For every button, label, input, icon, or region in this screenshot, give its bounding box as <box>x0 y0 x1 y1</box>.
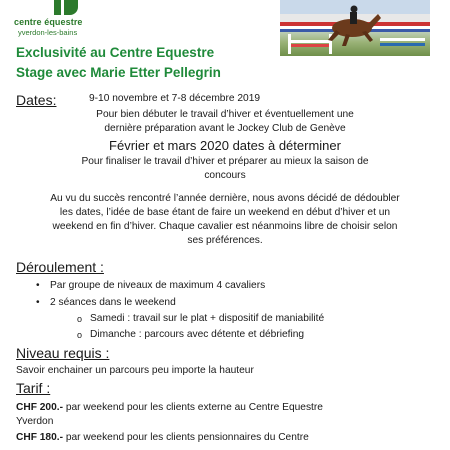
page-subtitle: Stage avec Marie Etter Pellegrin <box>16 65 221 80</box>
tarif-line-1 <box>16 401 323 415</box>
tarif-line-2 <box>16 431 309 445</box>
tarif-desc-2: par weekend pour les clients pensionnaires du Centre <box>63 432 309 443</box>
logo-subtitle: yverdon-les-bains <box>18 28 78 37</box>
intro-line-4: ses préférences. <box>187 235 263 246</box>
deroulement-heading: Déroulement : <box>16 259 104 275</box>
dates-second: Février et mars 2020 dates à déterminer <box>109 138 341 153</box>
tarif-price-2: CHF 180.- <box>16 432 63 443</box>
dates-second-desc-1: Pour finaliser le travail d’hiver et préparer au mieux la saison de <box>81 156 369 167</box>
intro-line-1: Au vu du succès rencontré l’année dernière, nous avons décidé de dédoubler <box>50 193 400 204</box>
page-title: Exclusivité au Centre Equestre <box>16 45 215 60</box>
logo <box>14 0 134 42</box>
dates-heading: Dates: <box>16 92 57 108</box>
dates-second-desc-2: concours <box>204 170 246 181</box>
intro-line-2: les dates, l’idée de base étant de faire un weekend en début d’hiver et un <box>59 207 391 218</box>
logo-mark-icon <box>52 0 82 16</box>
list-subitem: o Dimanche : parcours avec détente et débriefing <box>90 329 304 340</box>
tarif-price-1: CHF 200.- <box>16 402 63 413</box>
list-subitem: o Samedi : travail sur le plat + dispositif de maniabilité <box>90 313 324 324</box>
intro-line-3: weekend en fin d’hiver. Chaque cavalier est néanmoins libre de choisir selon <box>52 221 398 232</box>
niveau-heading: Niveau requis : <box>16 345 110 361</box>
logo-name: centre équestre <box>14 17 83 27</box>
tarif-line-1-cont: Yverdon <box>16 416 54 427</box>
list-item: • 2 séances dans le weekend <box>50 297 176 308</box>
tarif-desc-1: par weekend pour les clients externe au Centre Equestre <box>63 402 323 413</box>
dates-first-desc-2: dernière préparation avant le Jockey Club de Genève <box>104 123 346 134</box>
dates-first-desc-1: Pour bien débuter le travail d’hiver et éventuellement une <box>96 109 354 120</box>
dates-first: 9-10 novembre et 7-8 décembre 2019 <box>89 93 261 104</box>
tarif-heading: Tarif : <box>16 380 51 396</box>
niveau-text: Savoir enchainer un parcours peu importe la hauteur <box>16 365 254 376</box>
show-jumping-photo <box>280 0 430 56</box>
list-item: • Par groupe de niveaux de maximum 4 cavaliers <box>50 280 265 291</box>
